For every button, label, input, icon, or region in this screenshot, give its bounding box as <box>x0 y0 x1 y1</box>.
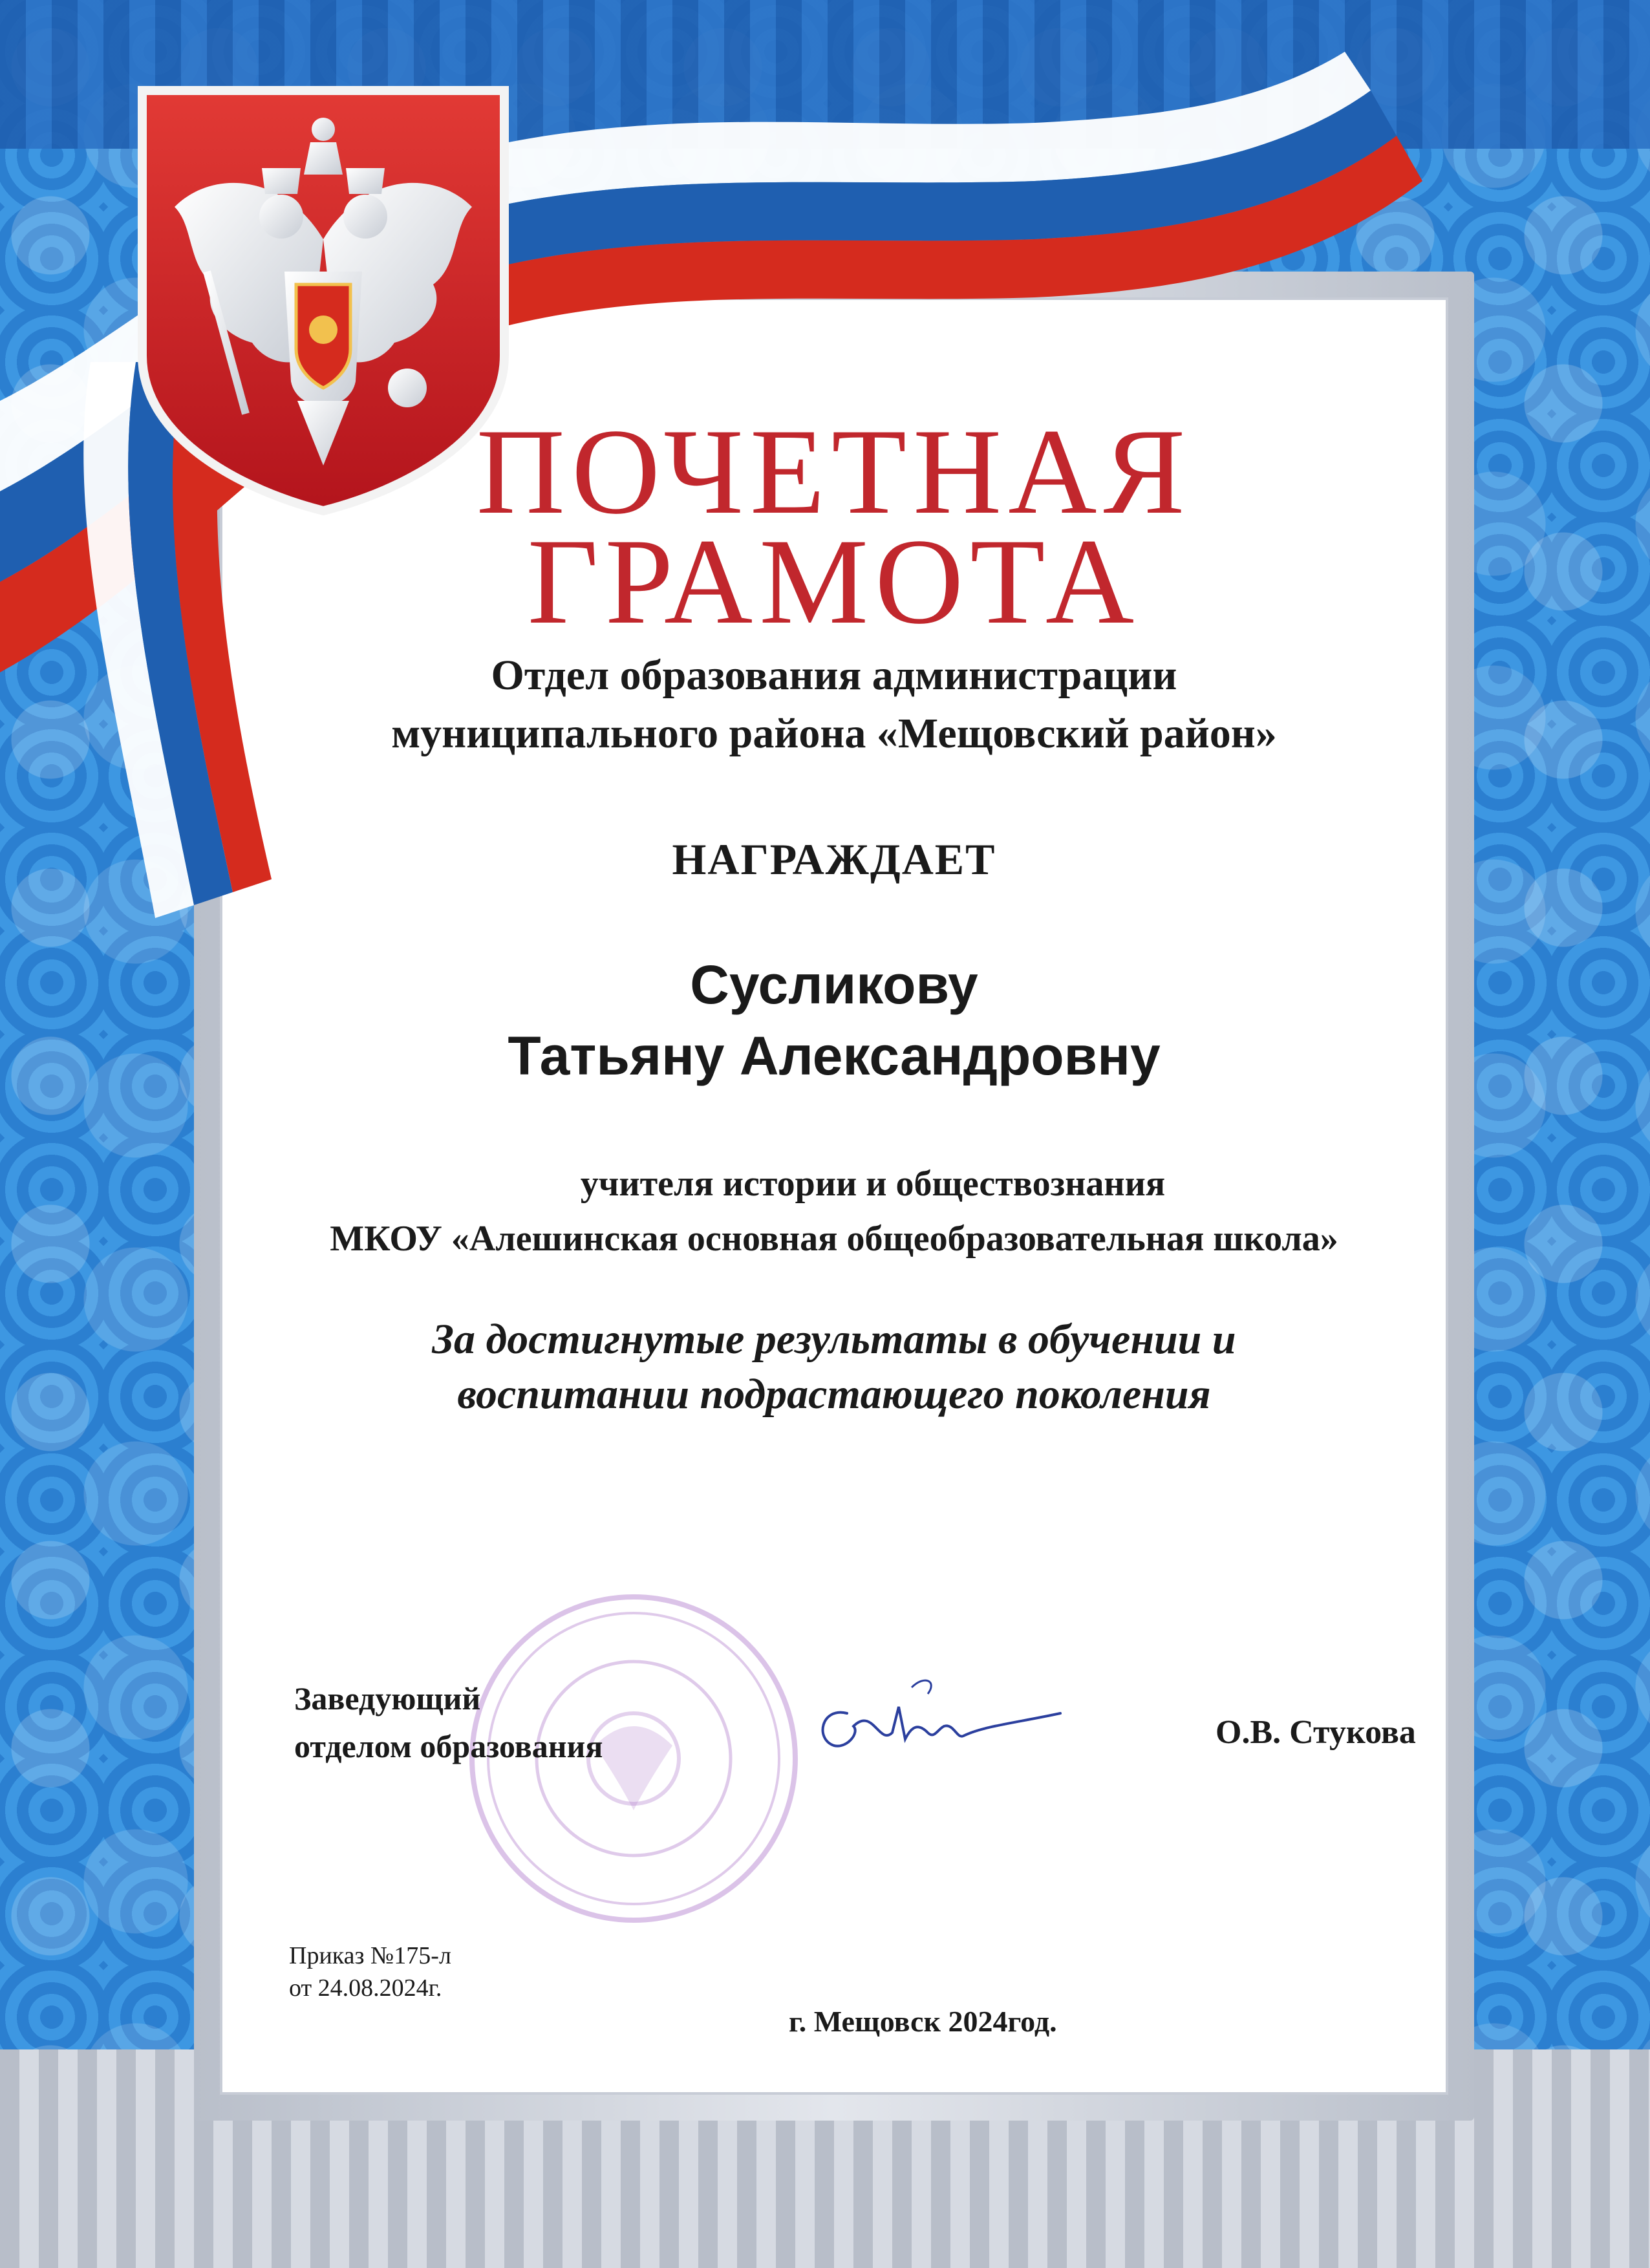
award-verb: НАГРАЖДАЕТ <box>672 835 996 884</box>
issuer-line1: Отдел образования администрации <box>491 652 1177 699</box>
signatory-title-line1: Заведующий <box>294 1680 481 1717</box>
order-reference <box>289 1940 451 2004</box>
recipient-surname: Сусликову <box>690 954 978 1015</box>
position-line2: МКОУ «Алешинская основная общеобразовательная школа» <box>330 1219 1338 1259</box>
reason-line1: За достигнутые результаты в обучении и <box>432 1316 1236 1363</box>
order-date: от 24.08.2024г. <box>289 1974 442 2002</box>
recipient-name: Татьяну Александровну <box>508 1025 1161 1086</box>
handwritten-signature <box>808 1668 1067 1771</box>
signatory-title-line2: отделом образования <box>294 1728 603 1764</box>
place-year: г. Мещовск 2024год. <box>789 2005 1057 2038</box>
certificate-title-line1: ПОЧЕТНАЯ <box>476 404 1192 540</box>
signatory-title <box>294 1674 603 1770</box>
issuer-line2: муниципального района «Мещовский район» <box>391 710 1277 757</box>
position-line1: учителя истории и обществознания <box>580 1164 1166 1204</box>
order-number: Приказ №175-л <box>289 1942 451 1969</box>
signatory-name: О.В. Стукова <box>1216 1714 1416 1751</box>
certificate-title-line2: ГРАМОТА <box>527 514 1141 650</box>
reason-line2: воспитании подрастающего поколения <box>457 1371 1211 1418</box>
